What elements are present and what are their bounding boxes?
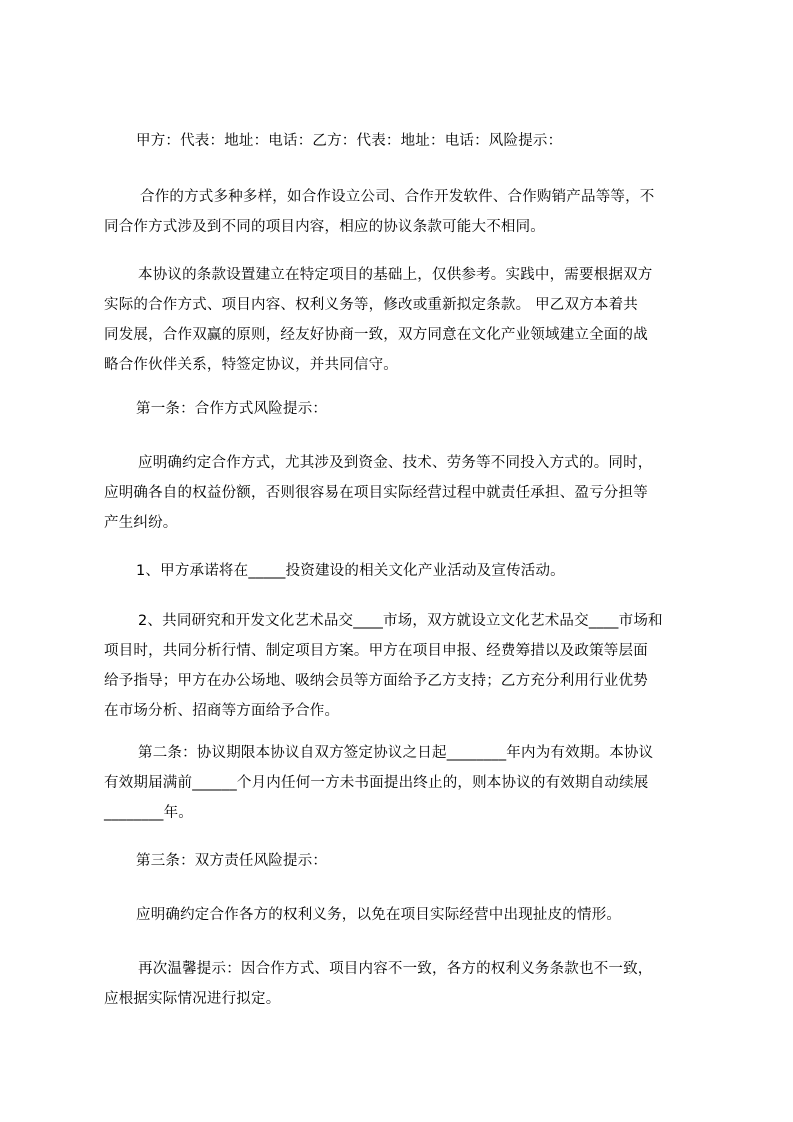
paragraph-line: 给予指导；甲方在办公场地、吸纳会员等方面给予乙方支持；乙方充分利用行业优势: [104, 673, 648, 689]
paragraph-line: 同发展，合作双赢的原则，经友好协商一致，双方同意在文化产业领域建立全面的战: [104, 327, 648, 343]
paragraph-line: 再次温馨提示：因合作方式、项目内容不一致，各方的权利义务条款也不一致，: [138, 961, 653, 977]
article-1-title: [136, 394, 736, 424]
paragraph-line: 略合作伙伴关系，特签定协议，并共同信守。: [104, 357, 398, 373]
paragraph-line: 合作的方式多种多样，如合作设立公司、合作开发软件、合作购销产品等等，不: [140, 189, 655, 205]
article-2: [104, 738, 704, 828]
item-1: [136, 556, 736, 586]
paragraph-cooperation-methods: [104, 182, 704, 242]
paragraph-line: 2、共同研究和开发文化艺术品交____市场，双方就设立文化艺术品交____市场和: [138, 613, 663, 629]
item-2: [104, 606, 704, 726]
paragraph-line: 本协议的条款设置建立在特定项目的基础上，仅供参考。实践中，需要根据双方: [138, 267, 653, 283]
paragraph-article-3-tip: [136, 900, 736, 930]
item-text: 1、甲方承诺将在_____投资建设的相关文化产业活动及宣传活动。: [136, 563, 565, 579]
party-info-line: [136, 126, 736, 156]
paragraph-line: 在市场分析、招商等方面给予合作。: [104, 703, 340, 719]
paragraph-article-1-tip: [104, 448, 704, 538]
paragraph-line: 产生纠纷。: [104, 515, 178, 531]
paragraph-final-reminder: [104, 954, 704, 1014]
heading-text: 第三条：双方责任风险提示：: [136, 853, 328, 869]
paragraph-line: 第二条：协议期限本协议自双方签定协议之日起________年内为有效期。本协议: [138, 745, 654, 761]
heading-text: 第一条：合作方式风险提示：: [136, 401, 328, 417]
paragraph-line: 应明确约定合作方式，尤其涉及到资金、技术、劳务等不同投入方式的。同时，: [138, 455, 653, 471]
article-3-title: [136, 846, 736, 876]
paragraph-line: 同合作方式涉及到不同的项目内容，相应的协议条款可能大不相同。: [104, 219, 545, 235]
paragraph-line: 实际的合作方式、项目内容、权利义务等，修改或重新拟定条款。 甲乙双方本着共: [104, 297, 639, 313]
paragraph-agreement-basis: [104, 260, 704, 380]
paragraph-line: 应明确约定合作各方的权利义务，以免在项目实际经营中出现扯皮的情形。: [136, 907, 622, 923]
paragraph-line: 有效期届满前______个月内任何一方未书面提出终止的，则本协议的有效期自动续展: [104, 775, 649, 791]
paragraph-line: 应明确各自的权益份额，否则很容易在项目实际经营过程中就责任承担、盈亏分担等: [104, 485, 648, 501]
party-info-text: 甲方：代表：地址：电话：乙方：代表：地址：电话：风险提示：: [136, 133, 563, 149]
paragraph-line: ________年。: [104, 805, 193, 821]
paragraph-line: 项目时，共同分析行情、制定项目方案。甲方在项目申报、经费筹措以及政策等层面: [104, 643, 648, 659]
paragraph-line: 应根据实际情况进行拟定。: [104, 991, 281, 1007]
